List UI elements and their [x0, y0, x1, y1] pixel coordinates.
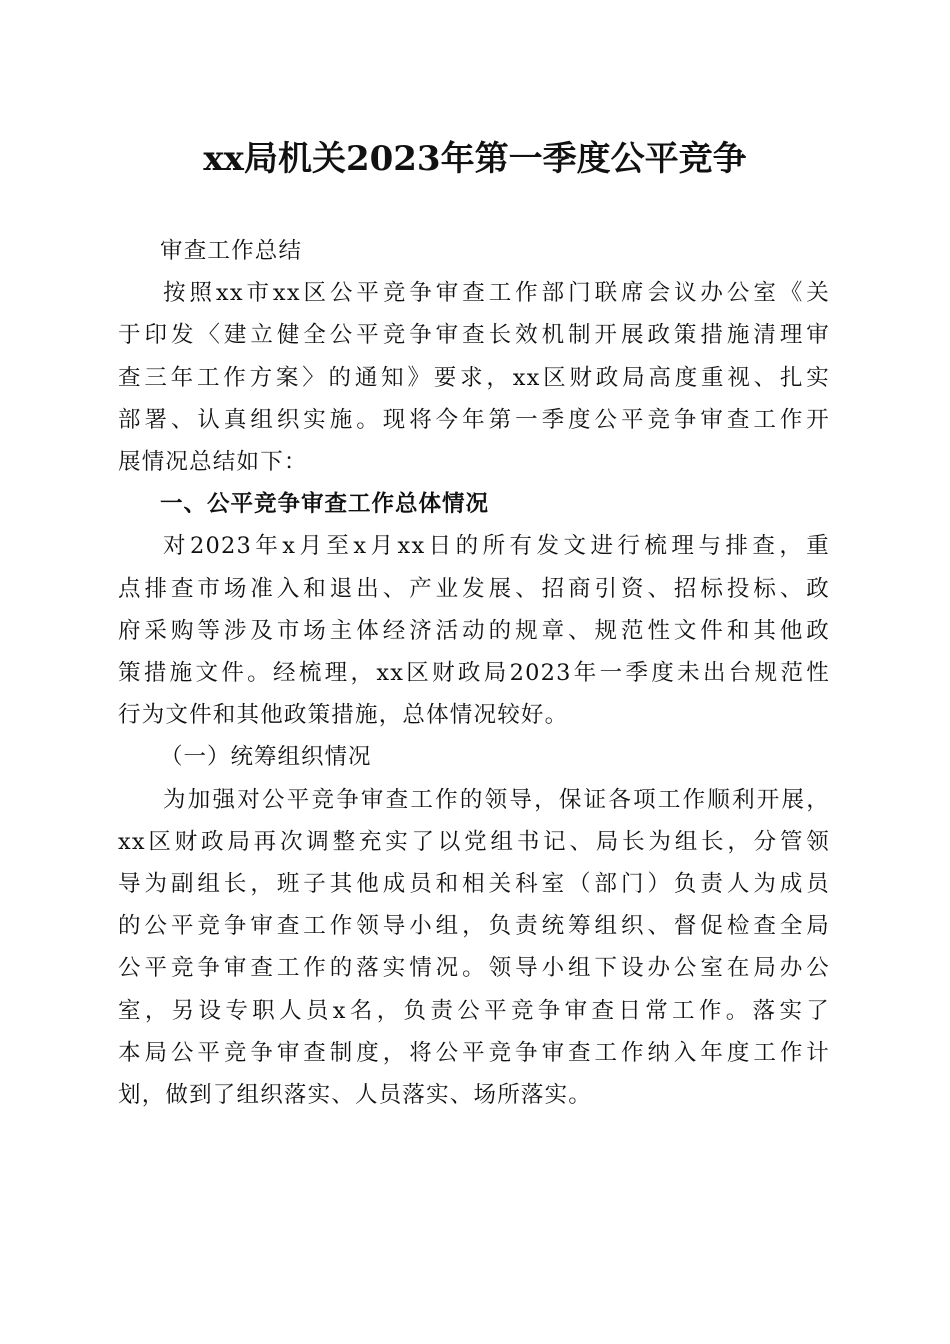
subsection1-line-4: 的公平竞争审查工作领导小组，负责统筹组织、督促检查全局 — [118, 913, 830, 940]
intro-line-4: 部署、认真组织实施。现将今年第一季度公平竞争审查工作开 — [118, 406, 830, 433]
intro-line-3: 查三年工作方案〉的通知》要求，xx区财政局高度重视、扎实 — [118, 364, 830, 391]
section1-line-2: 点排查市场准入和退出、产业发展、招商引资、招标投标、政 — [118, 575, 830, 602]
subsection1-heading: （一）统筹组织情况 — [160, 744, 372, 771]
section1-line-4: 策措施文件。经梳理，xx区财政局2023年一季度未出台规范性 — [118, 660, 830, 687]
intro-line-5: 展情况总结如下： — [118, 449, 308, 476]
intro-line-2: 于印发〈建立健全公平竞争审查长效机制开展政策措施清理审 — [118, 322, 830, 349]
intro-paragraph — [118, 272, 830, 483]
subsection1-line-3: 导为副组长，班子其他成员和相关科室（部门）负责人为成员 — [118, 871, 830, 898]
section1-heading: 一、公平竞争审查工作总体情况 — [160, 491, 490, 518]
document-body — [118, 230, 830, 1116]
subsection1-line-2: xx区财政局再次调整充实了以党组书记、局长为组长，分管领 — [118, 828, 830, 855]
subsection1-line-5: 公平竞争审查工作的落实情况。领导小组下设办公室在局办公 — [118, 955, 830, 982]
document-title: xx局机关2023年第一季度公平竞争 — [203, 139, 747, 179]
section1-line-5: 行为文件和其他政策措施，总体情况较好。 — [118, 702, 569, 729]
section1-paragraph — [118, 525, 830, 736]
subsection1-line-6: 室，另设专职人员x名，负责公平竞争审查日常工作。落实了 — [118, 997, 830, 1024]
intro-line-1: 按照xx市xx区公平竞争审查工作部门联席会议办公室《关 — [163, 280, 830, 307]
subsection1-line-7: 本局公平竞争审查制度，将公平竞争审查工作纳入年度工作计 — [118, 1039, 830, 1066]
document-subtitle: 审查工作总结 — [160, 238, 303, 264]
subsection1-line-8: 划，做到了组织落实、人员落实、场所落实。 — [118, 1082, 593, 1109]
section1-line-3: 府采购等涉及市场主体经济活动的规章、规范性文件和其他政 — [118, 617, 830, 644]
subsection1-paragraph — [118, 779, 830, 1117]
section1-line-1: 对2023年x月至x月xx日的所有发文进行梳理与排查，重 — [163, 533, 830, 560]
subsection1-line-1: 为加强对公平竞争审查工作的领导，保证各项工作顺利开展， — [163, 786, 830, 813]
